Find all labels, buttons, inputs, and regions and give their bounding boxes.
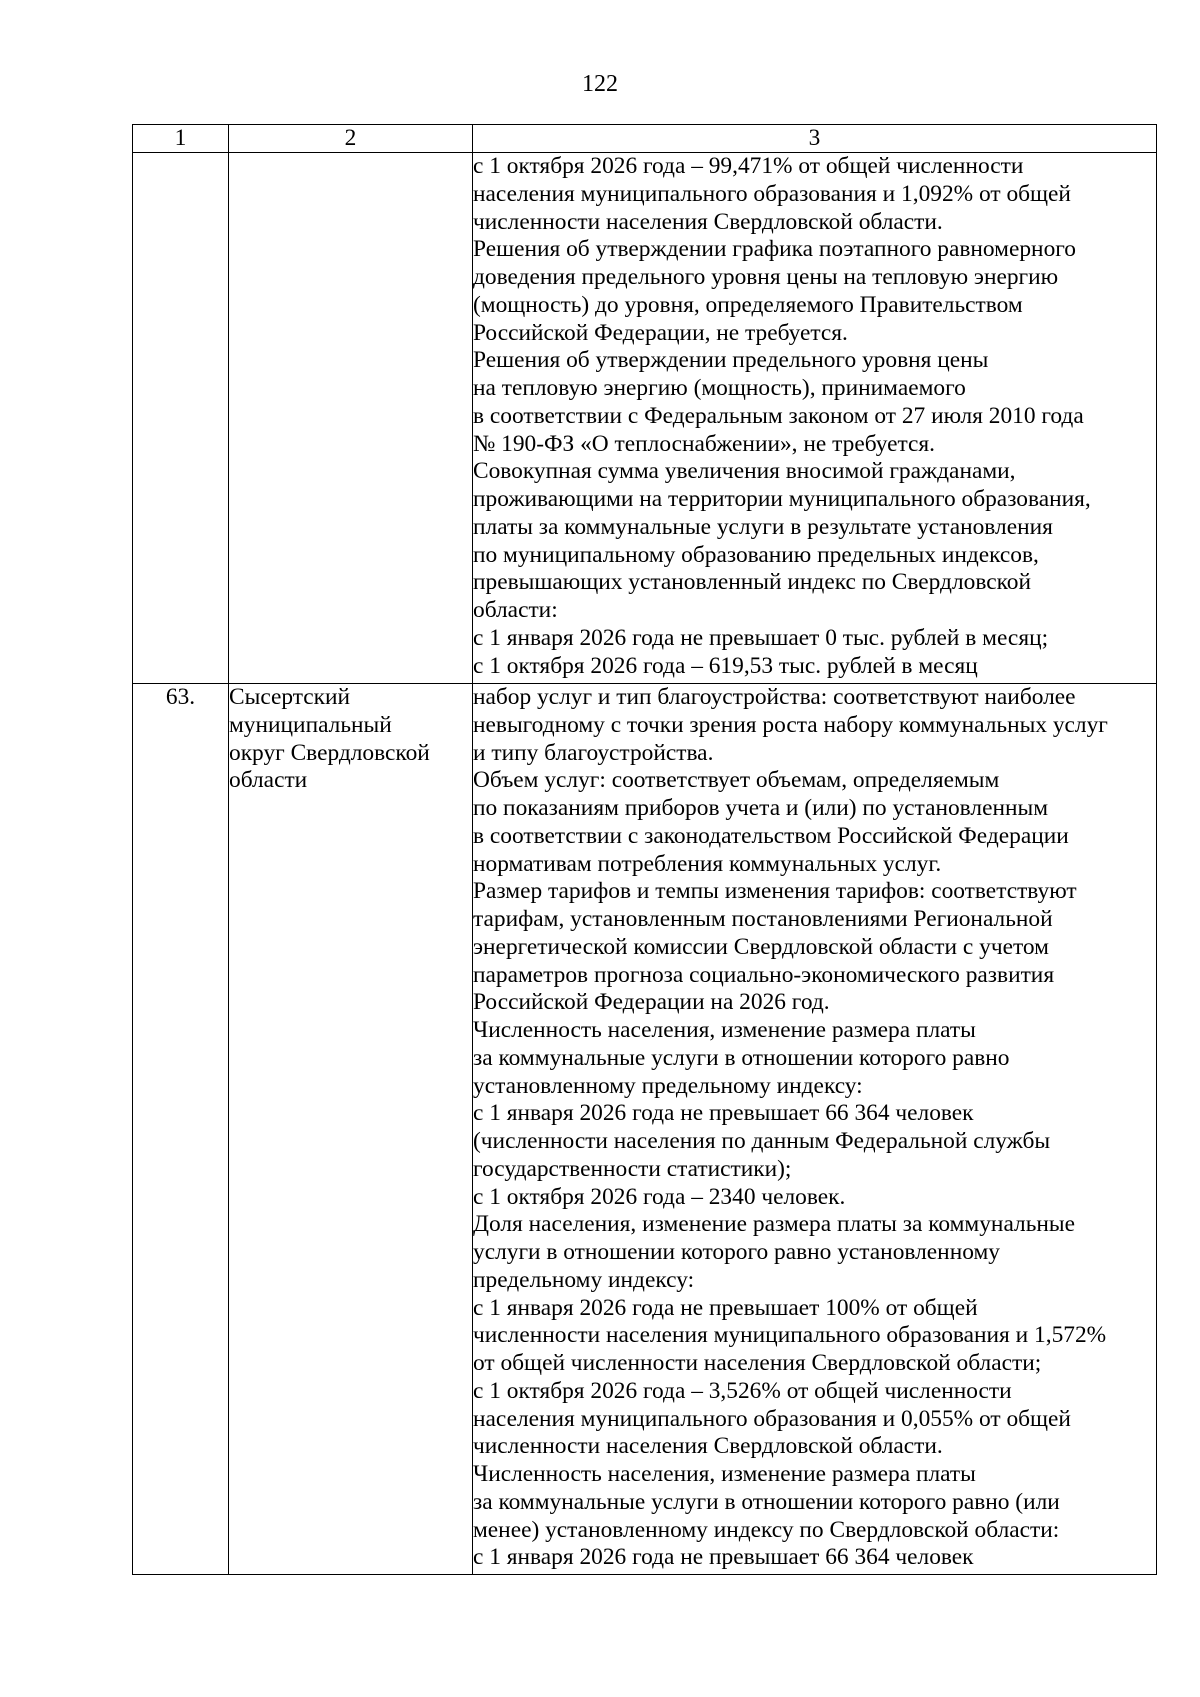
text-line: с 1 октября 2026 года – 2340 человек.: [473, 1183, 846, 1210]
table-row: [133, 153, 1157, 684]
text-line: округ Свердловской: [229, 739, 430, 766]
text-line: численности населения Свердловской области.: [473, 208, 943, 235]
text-line: тарифам, установленным постановлениями Региональной: [473, 906, 1053, 932]
text-line: превышающих установленный индекс по Свердловской: [473, 569, 1031, 596]
text-line: и типу благоустройства.: [473, 739, 714, 766]
text-line: Совокупная сумма увеличения вносимой гражданами,: [473, 458, 1016, 485]
text-line: за коммунальные услуги в отношении которого равно (или: [473, 1488, 1060, 1515]
text-line: предельному индексу:: [473, 1266, 695, 1293]
text-line: от общей численности населения Свердловской области;: [473, 1350, 1042, 1376]
text-line: Решения об утверждении графика поэтапного равномерного: [473, 236, 1076, 263]
text-line: муниципальный: [229, 711, 392, 738]
text-line: области:: [473, 597, 558, 623]
text-line: (численности населения по данным Федеральной службы: [473, 1128, 1051, 1154]
text-line: населения муниципального образования и 1,092% от общей: [473, 180, 1071, 207]
column-header-1: 1: [133, 125, 229, 153]
text-line: с 1 октября 2026 года – 99,471% от общей численности: [473, 153, 1024, 179]
row-name-cell: [229, 153, 473, 684]
text-line: Решения об утверждении предельного уровня цены: [473, 347, 989, 374]
row-number-cell: [133, 153, 229, 684]
text-line: численности населения муниципального образования и 1,572%: [473, 1322, 1107, 1349]
column-header-2: 2: [229, 125, 473, 153]
text-line: нормативам потребления коммунальных услуг.: [473, 850, 942, 877]
text-line: проживающими на территории муниципального образования,: [473, 486, 1091, 512]
text-line: Размер тарифов и темпы изменения тарифов: соответствуют: [473, 878, 1077, 905]
text-line: установленному предельному индексу:: [473, 1072, 863, 1099]
text-line: энергетической комиссии Свердловской области с учетом: [473, 933, 1049, 960]
row-number-cell: 63.: [133, 684, 229, 1575]
text-line: области: [229, 767, 308, 794]
text-line: численности населения Свердловской области.: [473, 1433, 943, 1460]
text-line: по показаниям приборов учета и (или) по установленным: [473, 795, 1049, 821]
text-line: Сысертский: [229, 684, 351, 710]
text-line: Российской Федерации на 2026 год.: [473, 989, 830, 1016]
row-text-cell: [473, 684, 1157, 1575]
text-line: Российской Федерации, не требуется.: [473, 319, 848, 346]
column-header-3: 3: [473, 125, 1157, 153]
text-line: параметров прогноза социально-экономического развития: [473, 961, 1055, 988]
document-table: [132, 124, 1157, 1575]
text-line: с 1 января 2026 года не превышает 100% от общей: [473, 1294, 978, 1321]
text-line: государственности статистики);: [473, 1155, 792, 1182]
table-row: [133, 684, 1157, 1575]
text-line: (мощность) до уровня, определяемого Правительством: [473, 291, 1023, 318]
text-line: с 1 января 2026 года не превышает 0 тыс. рублей в месяц;: [473, 624, 1049, 651]
page-number: 122: [582, 71, 618, 97]
text-line: с 1 октября 2026 года – 3,526% от общей численности: [473, 1377, 1012, 1404]
text-line: в соответствии с Федеральным законом от 27 июля 2010 года: [473, 402, 1084, 429]
text-line: в соответствии с законодательством Российской Федерации: [473, 822, 1069, 849]
text-line: менее) установленному индексу по Свердловской области:: [473, 1516, 1060, 1543]
text-line: № 190-ФЗ «О теплоснабжении», не требуется.: [473, 430, 935, 457]
table-header-row: [133, 125, 1157, 153]
text-line: по муниципальному образованию предельных индексов,: [473, 541, 1039, 568]
text-line: с 1 января 2026 года не превышает 66 364 человек: [473, 1100, 974, 1127]
text-line: за коммунальные услуги в отношении которого равно: [473, 1044, 1010, 1071]
text-line: на тепловую энергию (мощность), принимаемого: [473, 375, 966, 401]
text-line: Доля населения, изменение размера платы за коммунальные: [473, 1211, 1075, 1238]
text-line: населения муниципального образования и 0,055% от общей: [473, 1405, 1071, 1432]
text-line: платы за коммунальные услуги в результате установления: [473, 513, 1053, 540]
text-line: Численность населения, изменение размера платы: [473, 1461, 976, 1487]
row-name-cell: [229, 684, 473, 1575]
row-text-cell: [473, 153, 1157, 684]
text-line: с 1 октября 2026 года – 619,53 тыс. рублей в месяц: [473, 652, 978, 679]
text-line: Численность населения, изменение размера платы: [473, 1017, 976, 1043]
text-line: невыгодному с точки зрения роста набору коммунальных услуг: [473, 711, 1108, 738]
text-line: с 1 января 2026 года не превышает 66 364 человек: [473, 1544, 974, 1571]
text-line: набор услуг и тип благоустройства: соответствуют наиболее: [473, 684, 1076, 710]
text-line: Объем услуг: соответствует объемам, определяемым: [473, 767, 1000, 794]
text-line: услуги в отношении которого равно установленному: [473, 1239, 1000, 1265]
text-line: доведения предельного уровня цены на тепловую энергию: [473, 264, 1059, 290]
